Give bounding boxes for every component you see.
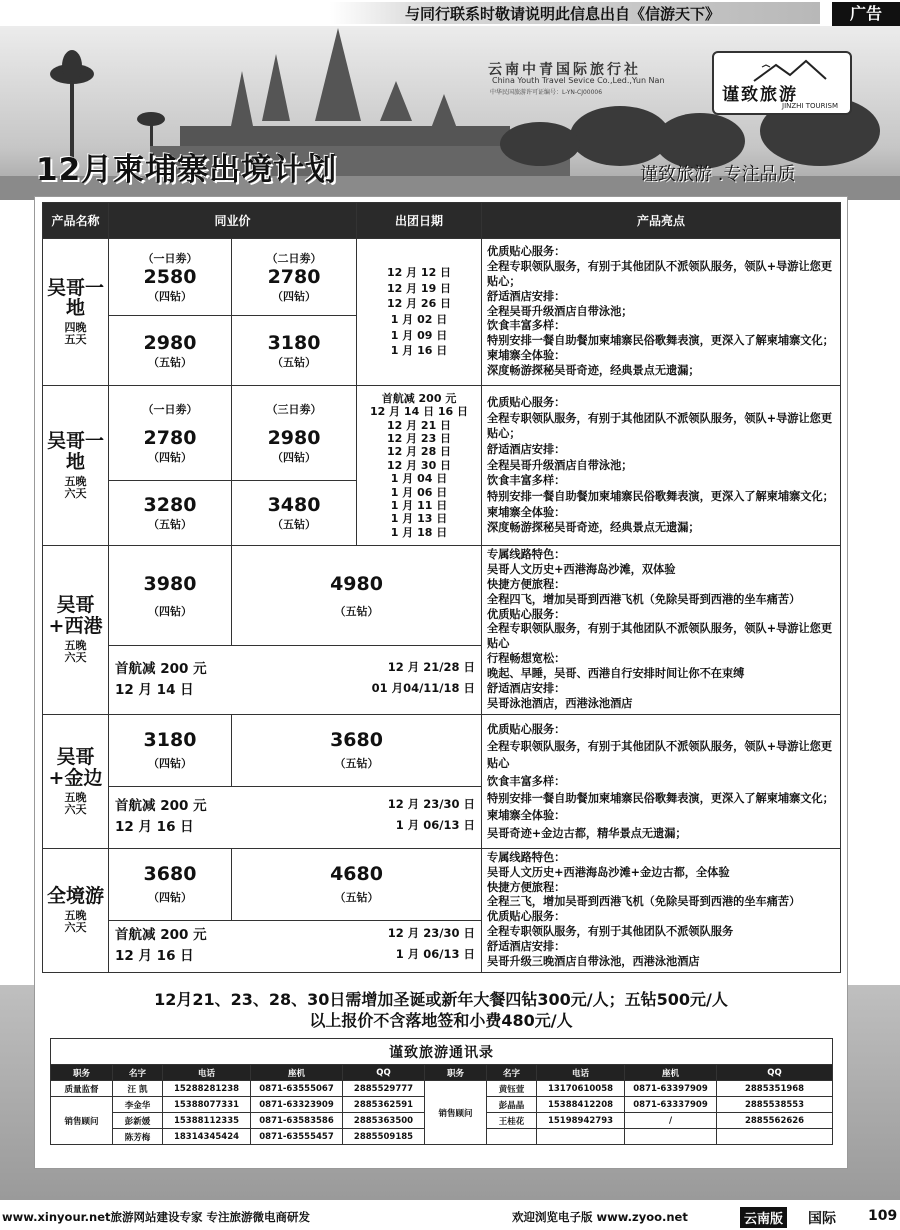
list-line: 12 月 26 日 — [386, 297, 452, 311]
list-line: 全程专职领队服务，有别于其他团队不派领队服务，领队+导游让您更贴心； — [487, 411, 833, 441]
product-1-price-cell: （二日劵） 2780 （四钻） — [232, 239, 357, 316]
list-line: 首航减 200 元 — [381, 391, 457, 405]
list-line: 深度畅游探秘吴哥奇迹，经典景点无遗漏； — [487, 521, 700, 535]
product-5-promo: 首航减 200 元 12 月 23/30 日 12 月 16 日 1 月 06/13 日 — [109, 920, 482, 972]
list-line: 舒适酒店安排： — [487, 682, 566, 696]
list-line: 饮食丰富多样： — [487, 774, 566, 788]
list-line: 12 月 30 日 — [386, 458, 452, 472]
list-line: 全程专职领队服务，有别于其他团队不派领队服务，领队+导游让您更贴心 — [487, 622, 833, 651]
product-2-price-cell: 3280 （五钻） — [109, 481, 232, 546]
product-5-highlights — [482, 848, 841, 972]
product-3-promo: 首航减 200 元 12 月 21/28 日 12 月 14 日 01 月04/11/18 日 — [109, 646, 482, 714]
list-line: 吴哥泳池酒店，西港泳池酒店 — [487, 696, 633, 710]
list-line: 1 月 02 日 — [390, 313, 448, 326]
list-line: 舒适酒店安排： — [487, 442, 566, 456]
list-line: 12 月 14 日 16 日 — [369, 405, 469, 419]
jinzhi-logo — [712, 51, 852, 115]
list-line: 特别安排一餐自助餐加柬埔寨民俗歌舞表演，更深入了解柬埔寨文化； — [487, 791, 834, 805]
header-product: 产品名称 — [43, 203, 109, 239]
product-5-row-a — [43, 848, 841, 920]
list-line: 舒适酒店安排： — [487, 289, 566, 303]
list-line: 1 月 16 日 — [390, 344, 448, 358]
list-line: 快捷方便旅程： — [487, 577, 566, 591]
list-line: 12 月 23 日 — [386, 431, 452, 445]
bottom-bar — [0, 1205, 900, 1230]
list-line: 12 月 19 日 — [386, 281, 452, 295]
company-name-cn: 云南中青国际旅行社 — [488, 62, 641, 78]
product-2-price-cell: 3480 （五钻） — [232, 481, 357, 546]
price-footnote: 12月21、23、28、30日需增加圣诞或新年大餐四钻300元/人；五钻500元/人 以上报价不含落地签和小费480元/人 — [154, 990, 728, 1030]
contact-row: 彭新媛 15388112335 0871-63583586 2885363500 王桂花 15198942793 / 2885562626 — [51, 1113, 833, 1129]
list-line: 1 月 06 日 — [390, 485, 448, 499]
page-title: 12月柬埔寨出境计划 — [36, 152, 338, 188]
product-4-name: 吴哥+金边 五晚 六天 — [43, 714, 109, 848]
product-3-name: 吴哥+西港 五晚 六天 — [43, 546, 109, 715]
list-line: 快捷方便旅程： — [487, 880, 566, 894]
ad-label: 广告 — [832, 2, 900, 26]
list-line: 全程四飞，增加吴哥到西港飞机（免除吴哥到西港的坐车痛苦） — [487, 592, 801, 606]
slogan: 谨致旅游 .专注品质 — [640, 164, 796, 185]
list-line: 全程吴哥升级酒店自带泳池； — [487, 458, 633, 472]
section-label: 国际 — [808, 1211, 836, 1227]
product-3-row-a — [43, 546, 841, 646]
product-5-price-cell: 4680 （五钻） — [232, 848, 482, 920]
top-notice-bar — [0, 0, 900, 28]
list-line: 吴哥奇迹+金边古都，精华景点无遗漏； — [487, 826, 687, 840]
list-line: 专属线路特色： — [487, 548, 566, 561]
list-line: 1 月 04 日 — [390, 472, 448, 486]
product-2-name: 吴哥一地 五晚 六天 — [43, 386, 109, 546]
list-line: 晚起、早睡，吴哥、西港自行安排时间让你不在束缚 — [487, 667, 745, 681]
product-3-price-cell: 4980 （五钻） — [232, 546, 482, 646]
contact-row: 质量监督 汪 凯 15288281238 0871-63555067 2885529777 销售顾问 黄钰萱 13170610058 0871-63397909 2885351968 — [51, 1081, 833, 1097]
product-4-row-a — [43, 714, 841, 786]
list-line: 优质贴心服务： — [487, 910, 566, 924]
contact-header-row: 职务 名字 电话 座机 QQ 职务 名字 电话 座机 QQ — [51, 1065, 833, 1081]
product-1-price-cell: 2980 （五钻） — [109, 316, 232, 386]
product-1-dates — [357, 239, 482, 386]
footer-website-mid[interactable]: 欢迎浏览电子版 www.zyoo.net — [512, 1210, 688, 1224]
contact-right-role: 销售顾问 — [425, 1081, 487, 1145]
list-line: 1 月 09 日 — [390, 328, 448, 342]
list-line: 柬埔寨全体验： — [487, 349, 566, 363]
logo-text-en: JINZHI TOURISM — [782, 102, 839, 110]
product-5-price-cell: 3680 （四钻） — [109, 848, 232, 920]
contact-row: 陈芳梅 18314345424 0871-63555457 2885509185 — [51, 1129, 833, 1145]
list-line: 全程吴哥升级酒店自带泳池； — [487, 304, 633, 318]
footer-website-left[interactable]: www.xinyour.net旅游网站建设专家 专注旅游微电商研发 — [2, 1210, 311, 1224]
contact-table — [50, 1038, 833, 1145]
product-1-price-cell: 3180 （五钻） — [232, 316, 357, 386]
list-line: 深度畅游探秘吴哥奇迹，经典景点无遗漏； — [487, 364, 700, 378]
company-license: 中华民国旅游许可证编号：L-YN-CJ00006 — [490, 89, 603, 96]
list-line: 优质贴心服务： — [487, 395, 566, 409]
product-3-price-cell: 3980 （四钻） — [109, 546, 232, 646]
list-line: 饮食丰富多样： — [487, 319, 566, 333]
header-highlights: 产品亮点 — [482, 203, 841, 239]
header-dates: 出团日期 — [357, 203, 482, 239]
product-1-highlights — [482, 239, 841, 386]
page-number: 109 — [868, 1208, 898, 1224]
contact-row: 销售顾问 李金华 15388077331 0871-63323909 2885362591 彭晶晶 15388412208 0871-63337909 2885538553 — [51, 1097, 833, 1113]
product-2-highlights — [482, 386, 841, 546]
list-line: 1 月 18 日 — [390, 525, 448, 539]
list-line: 全程专职领队服务，有别于其他团队不派领队服务，领队+导游让您更贴心； — [487, 259, 833, 288]
product-1-price-cell: （一日劵） 2580 （四钻） — [109, 239, 232, 316]
product-2-dates — [357, 386, 482, 546]
list-line: 1 月 11 日 — [390, 499, 448, 513]
list-line: 12 月 21 日 — [386, 418, 452, 432]
header-price: 同业价 — [109, 203, 357, 239]
list-line: 吴哥升级三晚酒店自带泳池，西港泳池酒店 — [487, 955, 700, 969]
list-line: 行程畅想宽松： — [487, 652, 566, 666]
product-3-highlights — [482, 546, 841, 715]
list-line: 特别安排一餐自助餐加柬埔寨民俗歌舞表演，更深入了解柬埔寨文化； — [487, 334, 834, 348]
product-2-price-cell: （一日劵） 2780 （四钻） — [109, 386, 232, 481]
list-line: 优质贴心服务： — [487, 607, 566, 621]
list-line: 全程专职领队服务，有别于其他团队不派领队服务 — [487, 925, 734, 939]
list-line: 全程专职领队服务，有别于其他团队不派领队服务，领队+导游让您更贴心 — [487, 739, 833, 771]
list-line: 柬埔寨全体验： — [487, 809, 566, 823]
list-line: 优质贴心服务： — [487, 722, 566, 736]
product-4-price-cell: 3180 （四钻） — [109, 714, 232, 786]
contact-title: 谨致旅游通讯录 — [51, 1039, 833, 1065]
list-line: 特别安排一餐自助餐加柬埔寨民俗歌舞表演，更深入了解柬埔寨文化； — [487, 490, 834, 503]
table-header-row — [43, 203, 841, 239]
list-line: 优质贴心服务： — [487, 244, 566, 258]
product-4-price-cell: 3680 （五钻） — [232, 714, 482, 786]
list-line: 专属线路特色： — [487, 850, 566, 864]
company-name-en: China Youth Travel Sevice Co.,Led.,Yun Nan — [492, 76, 665, 85]
list-line: 12 月 28 日 — [386, 445, 452, 459]
list-line: 吴哥人文历史+西港海岛沙滩，双体验 — [487, 562, 676, 576]
product-table — [42, 202, 841, 973]
list-line: 12 月 12 日 — [386, 266, 452, 280]
product-4-promo: 首航减 200 元 12 月 23/30 日 12 月 16 日 1 月 06/13 日 — [109, 786, 482, 848]
product-5-name: 全境游 五晚 六天 — [43, 848, 109, 972]
product-1-name: 吴哥一地 四晚 五天 — [43, 239, 109, 386]
list-line: 舒适酒店安排： — [487, 940, 566, 954]
list-line: 柬埔寨全体验： — [487, 505, 566, 519]
hero-banner — [0, 26, 900, 200]
logo-text-cn: 谨致旅游 — [722, 85, 798, 105]
product-2-row-a — [43, 386, 841, 481]
product-1-row-a — [43, 239, 841, 316]
product-4-highlights — [482, 714, 841, 848]
list-line: 全程三飞，增加吴哥到西港飞机（免除吴哥到西港的坐车痛苦） — [487, 895, 801, 909]
edition-tag: 云南版 — [740, 1207, 787, 1228]
product-2-price-cell: （三日劵） 2980 （四钻） — [232, 386, 357, 481]
source-notice: 与同行联系时敬请说明此信息出自《信游天下》 — [405, 5, 721, 23]
list-line: 吴哥人文历史+西港海岛沙滩+金边古都，全体验 — [487, 865, 730, 879]
list-line: 饮食丰富多样： — [487, 474, 566, 488]
list-line: 1 月 13 日 — [390, 512, 448, 526]
